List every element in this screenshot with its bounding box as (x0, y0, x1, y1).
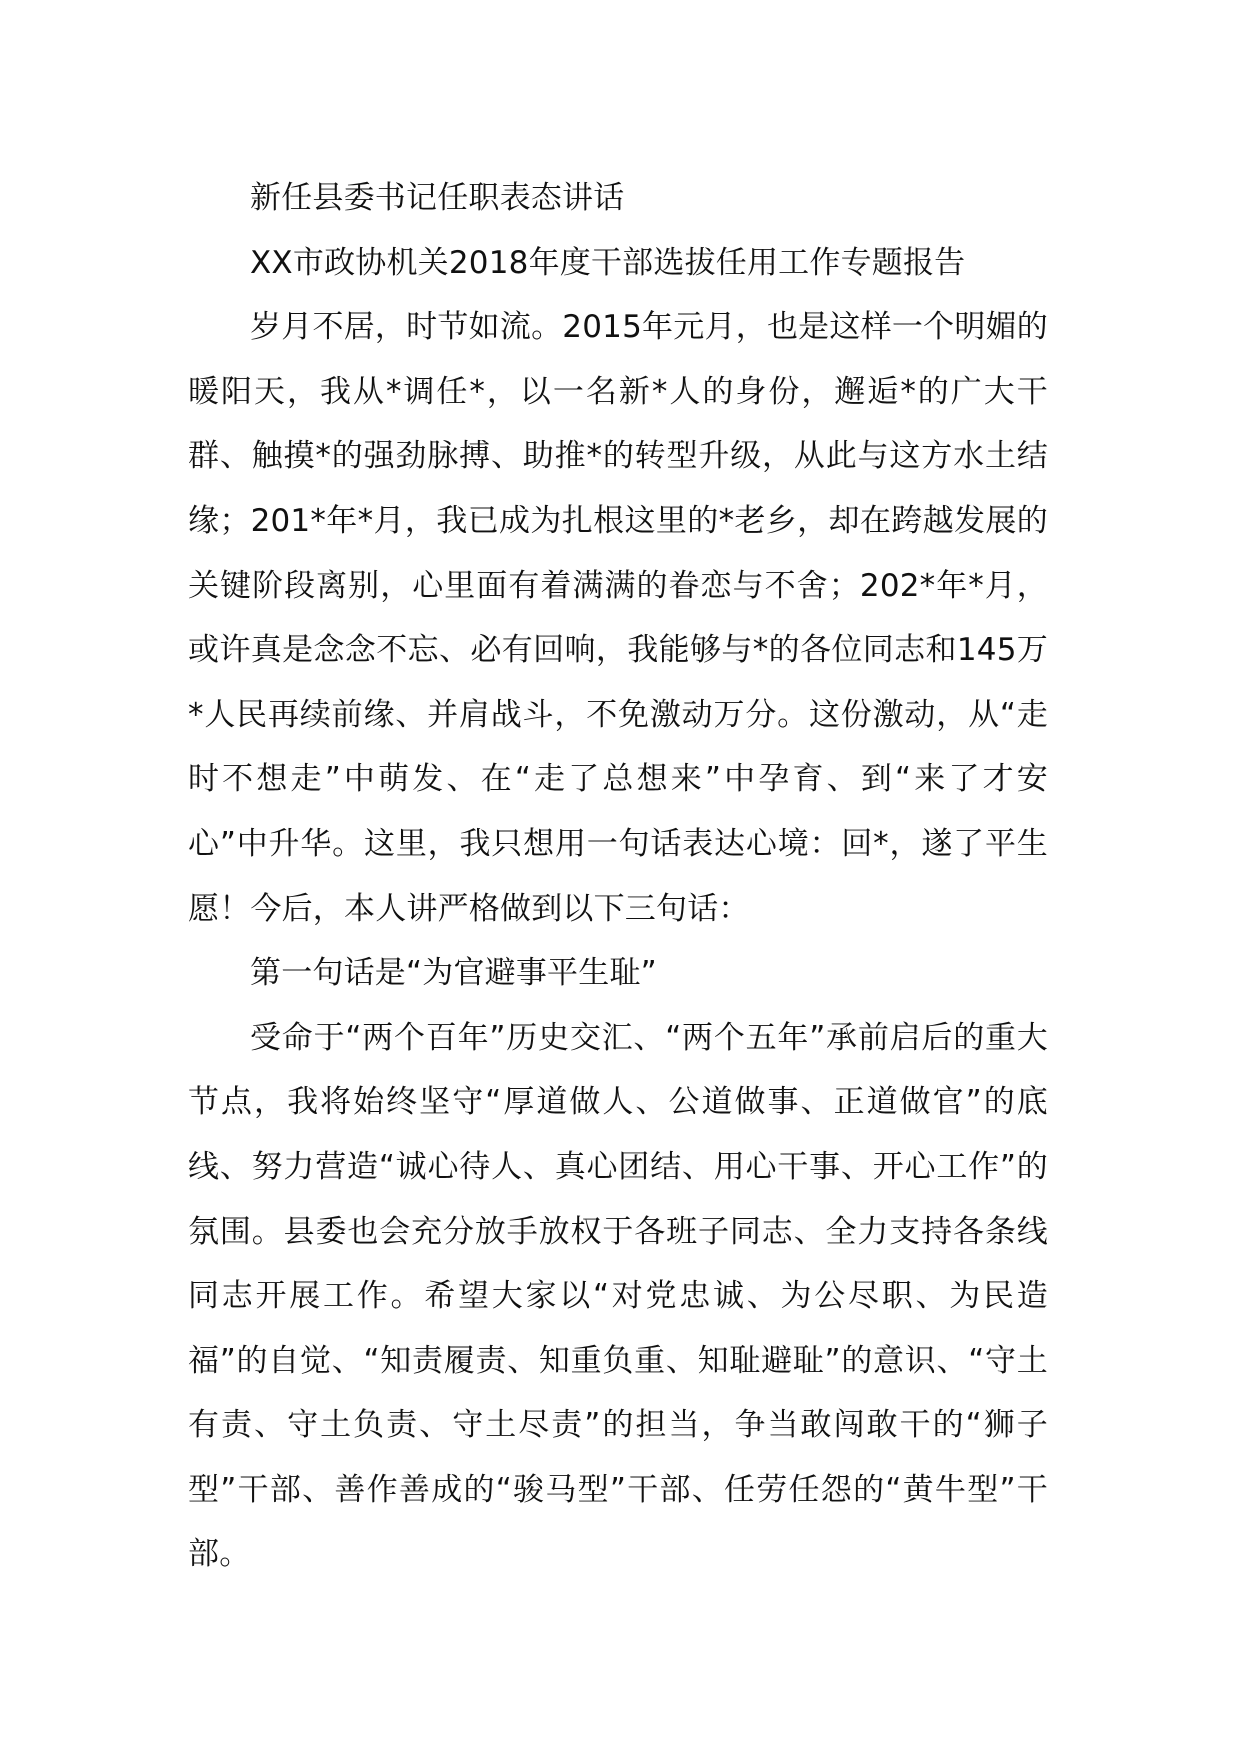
section-heading-first: 第一句话是“为官避事平生耻” (250, 955, 657, 992)
body-paragraph: 受命于“两个百年”历史交汇、“两个五年”承前启后的重大节点，我将始终坚守“厚道做人、公道做事、正道做官”的底线、努力营造“诚心待人、真心团结、用心干事、开心工作”的氛围。县委也会充分放手放权于各班子同志、全力支持各条线同志开展工作。希望大家以“对党忠诚、为公尽职、为民造福”的自觉、“知责履责、知重负重、知耻避耻”的意识、“守土有责、守土负责、守土尽责”的担当，争当敢闯敢干的“狮子型”干部、善作善成的“骏马型”干部、任劳任怨的“黄牛型”干部。 (188, 1019, 1048, 1573)
document-body (188, 166, 1048, 1587)
opening-paragraph: 岁月不居，时节如流。2015年元月，也是这样一个明媚的暖阳天，我从*调任*，以一名新*人的身份，邂逅*的广大干群、触摸*的强劲脉搏、助推*的转型升级，从此与这方水土结缘；201*年*月，我已成为扎根这里的*老乡，却在跨越发展的关键阶段离别，心里面有着满满的眷恋与不舍；202*年*月，或许真是念念不忘、必有回响，我能够与*的各位同志和145万*人民再续前缘、并肩战斗，不免激动万分。这份激动，从“走时不想走”中萌发、在“走了总想来”中孕育、到“来了才安心”中升华。这里，我只想用一句话表达心境：回*，遂了平生愿！今后，本人讲严格做到以下三句话： (188, 309, 1048, 927)
document-title: 新任县委书记任职表态讲话 (250, 180, 625, 216)
document-subtitle: XX市政协机关2018年度干部选拔任用工作专题报告 (250, 244, 966, 281)
